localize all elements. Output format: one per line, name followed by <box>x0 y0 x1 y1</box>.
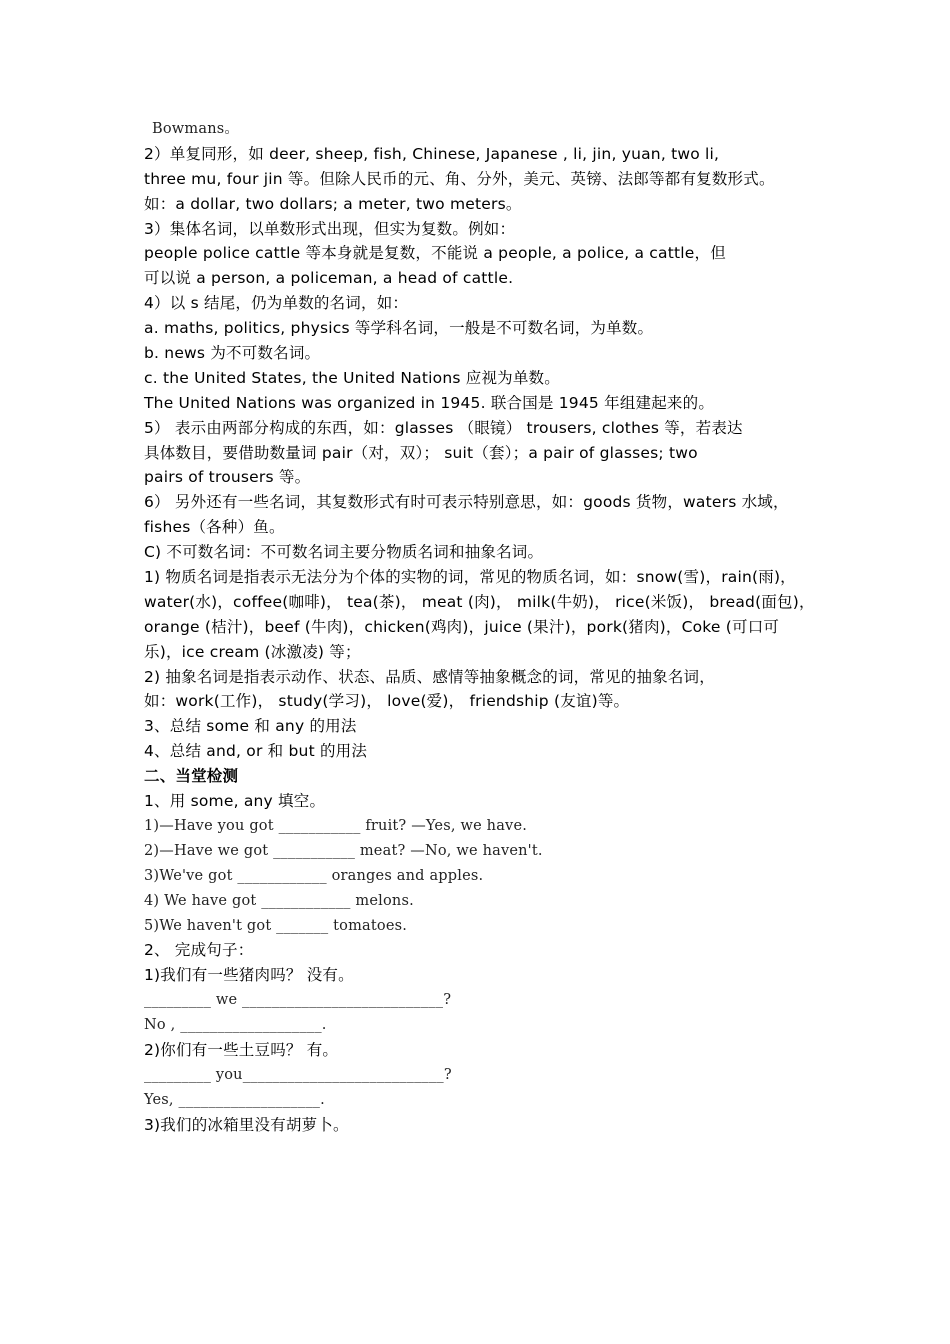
summary-item: 3、总结 some 和 any 的用法 <box>144 717 357 736</box>
exercise-item: 1)—Have you got ___________ fruit? —Yes, we have. <box>144 817 528 834</box>
text-line: 如：work(工作)， study(学习)， love(爱)， friendship (友谊)等。 <box>144 692 630 711</box>
exercise-prompt: 2)你们有一些土豆吗？ 有。 <box>144 1040 339 1059</box>
text-line: 具体数目，要借助数量词 pair（对，双）； suit（套）；a pair of glasses; two <box>144 443 698 462</box>
summary-item: 4、总结 and, or 和 but 的用法 <box>144 742 368 761</box>
text-line: a. maths, politics, physics 等学科名词，一般是不可数名词，为单数。 <box>144 319 654 338</box>
exercise-prompt: 3)我们的冰箱里没有胡萝卜。 <box>144 1115 349 1134</box>
section-heading: C) 不可数名词：不可数名词主要分物质名词和抽象名词。 <box>144 543 544 562</box>
text-line: Bowmans。 <box>152 121 240 137</box>
text-line: 3）集体名词，以单数形式出现，但实为复数。例如： <box>144 219 516 238</box>
exercise-item: 5)We haven't got _______ tomatoes. <box>144 917 408 934</box>
text-line: 4）以 s 结尾，仍为单数的名词，如： <box>144 294 409 313</box>
text-line: people police cattle 等本身就是复数，不能说 a people, a police, a cattle，但 <box>144 244 726 263</box>
text-line: b. news 为不可数名词。 <box>144 344 321 363</box>
section-title: 二、当堂检测 <box>144 767 239 786</box>
text-line: c. the United States, the United Nations 应视为单数。 <box>144 368 560 387</box>
fill-in-line: _________ you___________________________? <box>144 1066 452 1083</box>
text-line: 2）单复同形，如 deer, sheep, fish, Chinese, Japanese , li, jin, yuan, two li, <box>144 144 720 163</box>
text-line: fishes（各种）鱼。 <box>144 518 285 537</box>
text-line: 1) 物质名词是指表示无法分为个体的实物的词，常见的物质名词，如：snow(雪)，rain(雨)， <box>144 568 796 587</box>
text-line: orange (桔汁)，beef (牛肉)，chicken(鸡肉)，juice (果汁)，pork(猪肉)，Coke (可口可 <box>144 617 780 636</box>
text-line: 如：a dollar, two dollars; a meter, two meters。 <box>144 194 522 213</box>
text-line: pairs of trousers 等。 <box>144 468 311 487</box>
text-line: 乐)，ice cream (冰激凌) 等； <box>144 642 361 661</box>
exercise-prompt: 1)我们有一些猪肉吗？ 没有。 <box>144 966 354 985</box>
text-line: three mu, four jin 等。但除人民币的元、角、分外，美元、英镑、法郎等都有复数形式。 <box>144 169 775 188</box>
text-line: 可以说 a person, a policeman, a head of cattle. <box>144 269 514 288</box>
text-line: 6） 另外还有一些名词，其复数形式有时可表示特别意思，如：goods 货物，waters 水域， <box>144 493 789 512</box>
exercise-instruction: 2、 完成句子： <box>144 941 254 960</box>
fill-in-line: Yes, ___________________. <box>144 1091 325 1108</box>
text-line: 2) 抽象名词是指表示动作、状态、品质、感情等抽象概念的词，常见的抽象名词， <box>144 667 715 686</box>
fill-in-line: No , ___________________. <box>144 1017 327 1034</box>
fill-in-line: _________ we ___________________________? <box>144 992 452 1009</box>
exercise-instruction: 1、用 some, any 填空。 <box>144 792 326 811</box>
exercise-item: 4) We have got ____________ melons. <box>144 892 414 909</box>
text-line: 5） 表示由两部分构成的东西，如：glasses （眼镜） trousers, clothes 等，若表达 <box>144 418 743 437</box>
exercise-item: 2)—Have we got ___________ meat? —No, we haven't. <box>144 842 543 859</box>
exercise-item: 3)We've got ____________ oranges and apples. <box>144 867 484 884</box>
text-line: water(水)，coffee(咖啡)， tea(茶)， meat (肉)， milk(牛奶)， rice(米饭)， bread(面包)， <box>144 592 815 611</box>
text-line: The United Nations was organized in 1945. 联合国是 1945 年组建起来的。 <box>144 393 715 412</box>
